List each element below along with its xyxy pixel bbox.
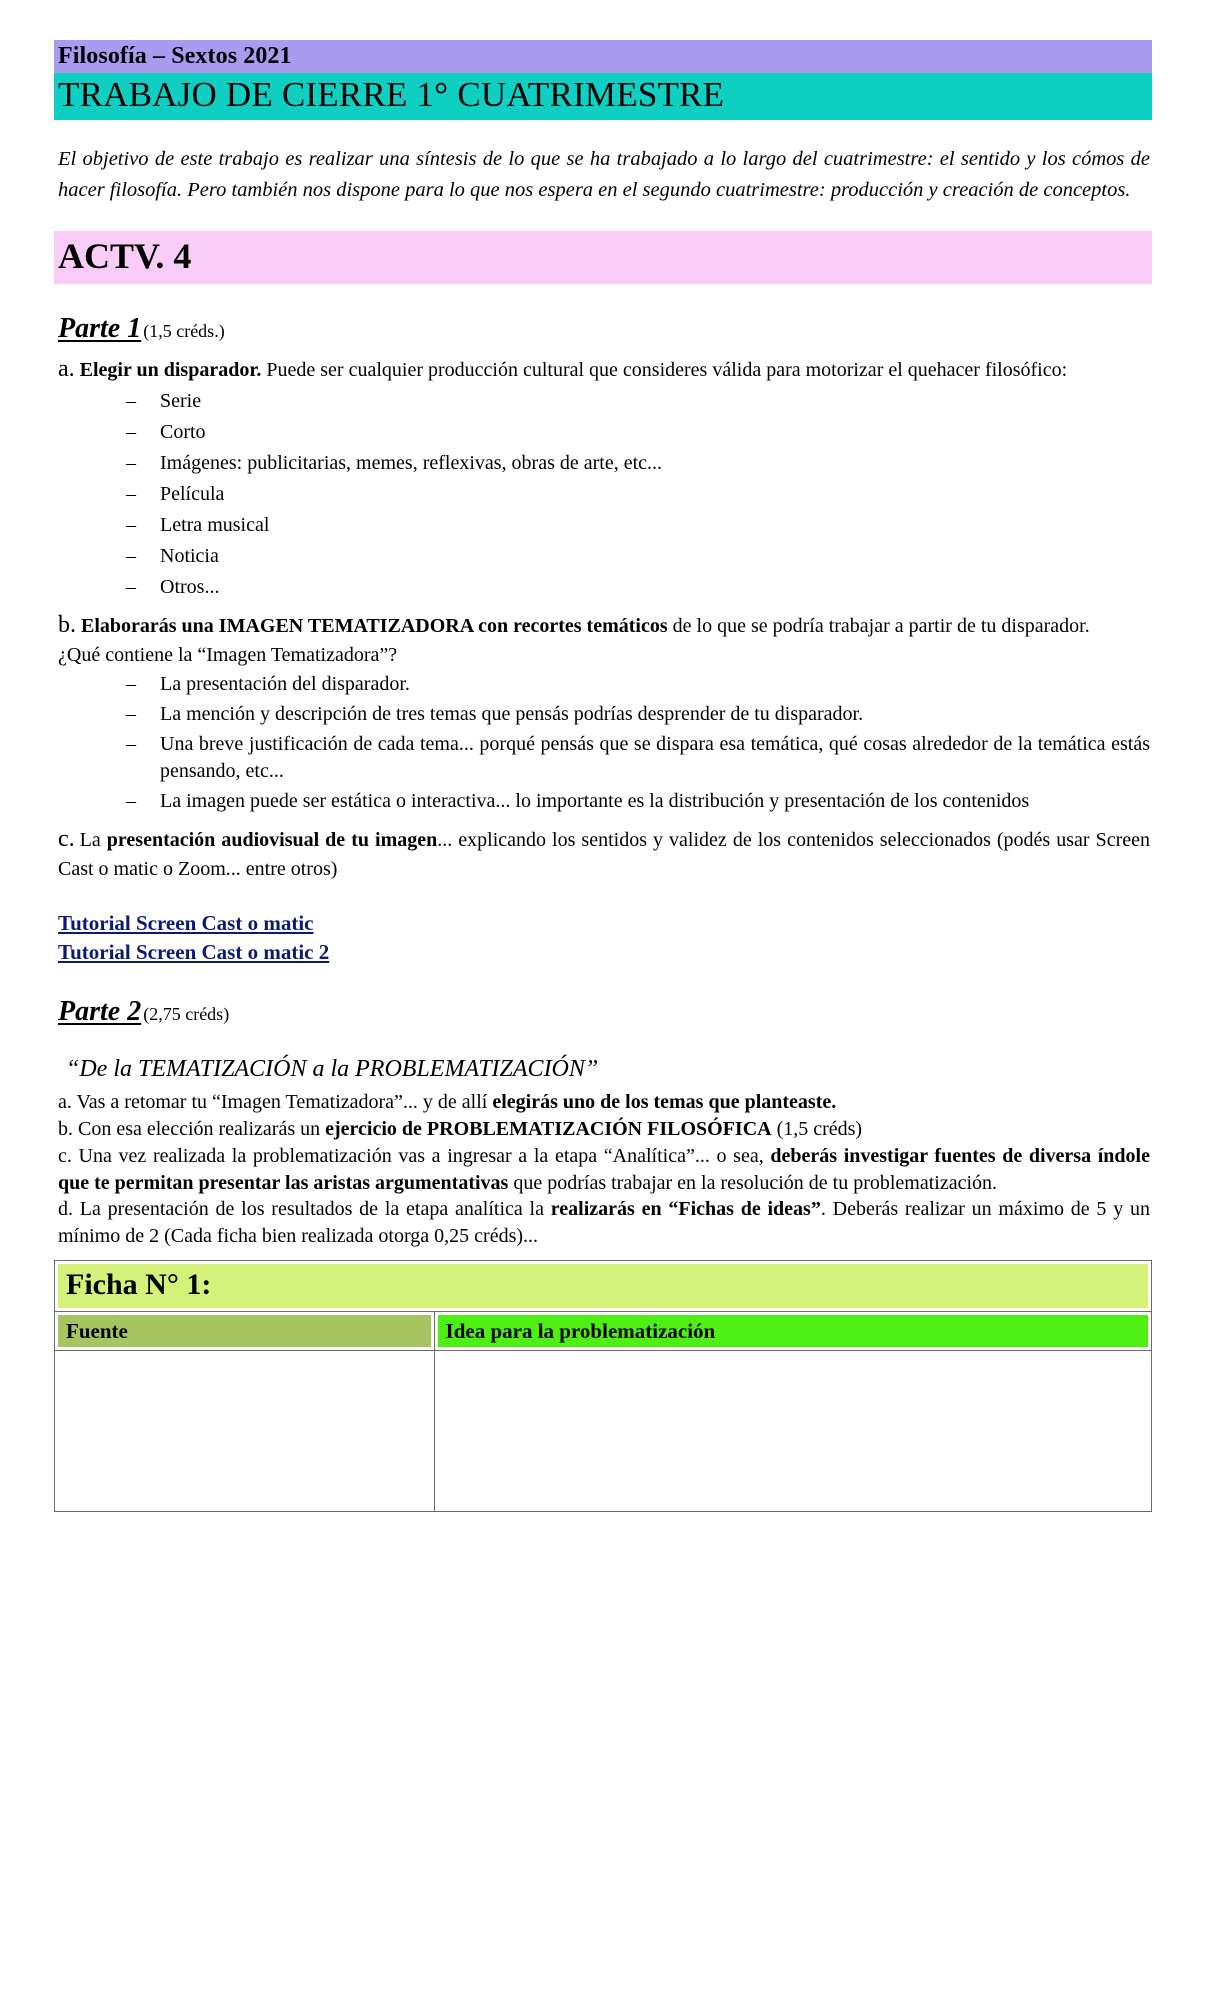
document-subject-header: Filosofía – Sextos 2021	[54, 40, 1152, 73]
list-item-label: Noticia	[160, 545, 219, 568]
ficha-table	[54, 1260, 1152, 1512]
dash-bullet-icon: –	[126, 514, 136, 537]
list-item-label: Corto	[160, 421, 206, 444]
parte2-quote-subtitle: “De la TEMATIZACIÓN a la PROBLEMATIZACIÓN”	[66, 1056, 599, 1083]
dash-bullet-icon: –	[126, 733, 136, 756]
ficha-title-label: Ficha N° 1:	[58, 1264, 1148, 1308]
dash-bullet-icon: –	[126, 703, 136, 726]
list-item	[126, 512, 1150, 539]
p2b-bold1: ejercicio de PROBLEMATIZACIÓN FILOSÓFICA	[325, 1118, 772, 1141]
list-item	[126, 788, 1150, 815]
dash-bullet-icon: –	[126, 421, 136, 444]
parte-1-credits: (1,5 créds.)	[143, 320, 225, 341]
imagen-tematizadora-contents-list	[54, 671, 1152, 815]
dash-bullet-icon: –	[126, 545, 136, 568]
list-item-label: La mención y descripción de tres temas que pensás podrías desprender de tu disparador.	[160, 703, 864, 726]
parte2-item-c	[54, 1143, 1152, 1197]
ficha-cell-idea[interactable]	[434, 1350, 1151, 1511]
list-item	[126, 388, 1150, 415]
imagen-tematizadora-question: ¿Qué contiene la “Imagen Tematizadora”?	[58, 644, 398, 667]
item-c-marker: c.	[58, 826, 75, 853]
parte2-item-b	[54, 1116, 1152, 1143]
parte-1-title: Parte 1	[58, 312, 142, 344]
p2d-bold1: realizarás en “Fichas de ideas”	[550, 1198, 821, 1221]
list-item	[126, 481, 1150, 508]
list-item	[126, 671, 1150, 698]
p2c-plain2: que podrías trabajar en la resolución de tu problematización.	[508, 1171, 998, 1194]
list-item	[126, 543, 1150, 570]
p2d-plain1: d. La presentación de los resultados de la etapa analítica la	[58, 1198, 551, 1221]
item-c-rest: ... explicando los sentidos y validez de los contenidos seleccionados (podés usar Screen Cast o matic o Zoom... entre otros)	[58, 829, 1150, 880]
ficha-title-row	[55, 1261, 1152, 1312]
parte1-item-a	[54, 354, 1152, 386]
ficha-col-idea-label: Idea para la problematización	[438, 1315, 1148, 1347]
list-item-label: Otros...	[160, 576, 220, 599]
dash-bullet-icon: –	[126, 390, 136, 413]
p2d-plain2: . Deberás realizar un máximo de 5 y un mínimo de 2 (Cada ficha bien realizada otorga 0,25 créds)...	[58, 1198, 1150, 1248]
list-item-label: Serie	[160, 390, 202, 413]
list-item	[126, 701, 1150, 728]
p2a-bold1: elegirás uno de los temas que planteaste.	[492, 1091, 837, 1114]
dash-bullet-icon: –	[126, 483, 136, 506]
p2a-plain1: a. Vas a retomar tu “Imagen Tematizadora”... y de allí	[58, 1091, 493, 1114]
p2b-plain2: (1,5 créds)	[771, 1118, 863, 1141]
list-item-label: Una breve justificación de cada tema... porqué pensás que se dispara esa temática, qué cosas alrededor de la temática estás pensando, etc...	[160, 733, 1150, 783]
tutorial-link-2[interactable]: Tutorial Screen Cast o matic 2	[58, 939, 330, 964]
item-b-rest: de lo que se podría trabajar a partir de tu disparador.	[667, 615, 1090, 638]
list-item	[126, 731, 1150, 785]
item-b-marker: b.	[58, 612, 76, 639]
p2c-bold1: deberás investigar fuentes de diversa índole que te permitan presentar las aristas argumentativas	[58, 1144, 1150, 1194]
dash-bullet-icon: –	[126, 576, 136, 599]
dash-bullet-icon: –	[126, 790, 136, 813]
item-a-bold-lead: Elegir un disparador.	[79, 359, 262, 382]
table-row	[55, 1350, 1152, 1511]
item-b-bold-lead: Elaborarás una IMAGEN TEMATIZADORA con recortes temáticos	[81, 615, 668, 638]
parte-1-heading	[54, 312, 1152, 346]
ficha-col-idea-cell	[434, 1311, 1151, 1350]
item-c-lead-plain: La	[79, 829, 107, 852]
list-item-label: Letra musical	[160, 514, 270, 537]
dash-bullet-icon: –	[126, 452, 136, 475]
list-item-label: La presentación del disparador.	[160, 673, 410, 696]
dash-bullet-icon: –	[126, 673, 136, 696]
intro-paragraph: El objetivo de este trabajo es realizar una síntesis de lo que se ha trabajado a lo largo del cuatrimestre: el sentido y los cómos de hacer filosofía. Pero también nos dispone para lo que nos espera en el segundo cuatrimestre: producción y creación de conceptos.	[58, 148, 1150, 201]
list-item	[126, 419, 1150, 446]
item-c-bold-lead: presentación audiovisual de tu imagen	[106, 829, 438, 852]
document-title-header: TRABAJO DE CIERRE 1° CUATRIMESTRE	[54, 73, 1152, 121]
ficha-col-fuente-cell	[55, 1311, 435, 1350]
item-a-marker: a.	[58, 356, 75, 383]
activity-banner: ACTV. 4	[54, 231, 1152, 284]
parte2-item-d	[54, 1196, 1152, 1250]
list-item	[126, 450, 1150, 477]
disparador-options-list	[54, 388, 1152, 601]
parte-2-credits: (2,75 créds)	[143, 1003, 230, 1024]
parte-2-heading	[54, 995, 1152, 1029]
list-item-label: Imágenes: publicitarias, memes, reflexivas, obras de arte, etc...	[160, 452, 663, 475]
p2b-plain1: b. Con esa elección realizarás un	[58, 1118, 326, 1141]
p2c-plain1: c. Una vez realizada la problematización vas a ingresar a la etapa “Analítica”... o sea,	[58, 1144, 771, 1167]
parte2-item-a	[54, 1089, 1152, 1116]
item-a-rest: Puede ser cualquier producción cultural que consideres válida para motorizar el quehacer filosófico:	[261, 359, 1068, 382]
parte1-item-b	[54, 610, 1152, 642]
ficha-header-row	[55, 1311, 1152, 1350]
ficha-col-fuente-label: Fuente	[58, 1315, 431, 1347]
tutorial-links	[54, 909, 1152, 967]
list-item-label: Película	[160, 483, 225, 506]
tutorial-link-1[interactable]: Tutorial Screen Cast o matic	[58, 910, 314, 935]
list-item-label: La imagen puede ser estática o interactiva... lo importante es la distribución y presentación de los contenidos	[160, 790, 1030, 813]
parte1-item-c	[54, 824, 1152, 883]
parte-2-title: Parte 2	[58, 995, 142, 1027]
ficha-cell-fuente[interactable]	[55, 1350, 435, 1511]
list-item	[126, 574, 1150, 601]
ficha-title-cell	[55, 1261, 1152, 1312]
